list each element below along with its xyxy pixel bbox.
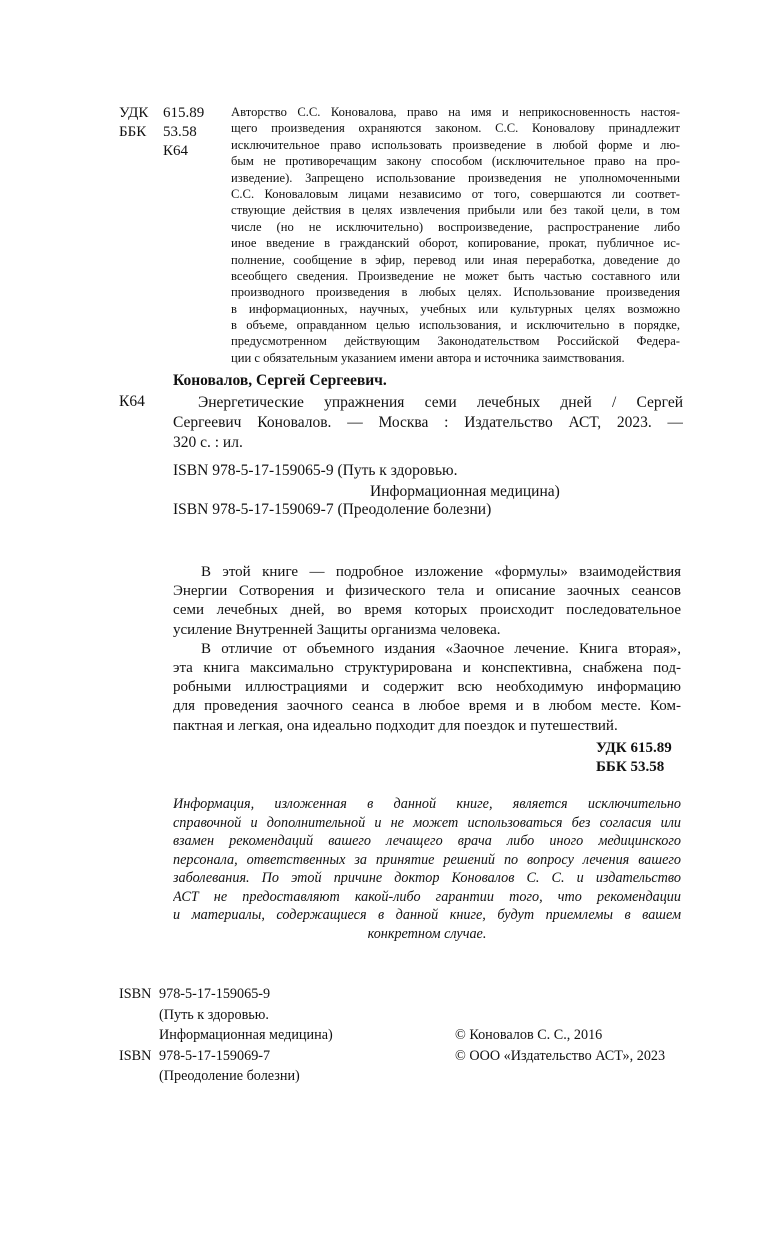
notice-line: в информационных, научных, учебных или культурных целях возможно [231, 301, 680, 316]
imprint-copyright-block [455, 1025, 665, 1066]
classification-block [119, 104, 204, 161]
notice-line: производного произведения в любых целях. Использование произведения [231, 285, 680, 300]
notice-line: ции с обязательным указанием имени автора и источника заимствования. [231, 350, 625, 365]
title-line: Энергетические упражнения семи лечебных дней / Сергей [198, 394, 683, 411]
disclaimer-line: Информация, изложенная в данной книге, является исключительно [173, 796, 681, 812]
imprint-series-2: (Преодоление болезни) [159, 1068, 300, 1084]
copyright-author: © Коновалов С. С., 2016 [455, 1027, 603, 1043]
medical-disclaimer [173, 795, 681, 943]
notice-line: в объеме, оправданном целью использования, и исключительно в порядке, [231, 318, 680, 333]
disclaimer-line: персонала, ответственных за принятие решений по вопросу лечения вашего [173, 851, 681, 868]
notice-line: С.С. Коноваловым лицами независимо от того, совершаются ли соответ- [231, 186, 680, 201]
imprint-isbn-2-row [119, 1046, 333, 1067]
annotation-line: В отличие от объемного издания «Заочное лечение. Книга вторая», [201, 640, 681, 657]
udk-row [119, 104, 204, 123]
udk-value: 615.89 [163, 105, 205, 121]
annotation-line: робными иллюстрациями и содержит всю необходимую информацию [173, 679, 681, 696]
imprint-isbn-block [119, 984, 333, 1087]
record-author: Коновалов, Сергей Сергеевич. [173, 372, 387, 389]
record-author-mark: К64 [119, 393, 145, 410]
imprint-isbn-value: 978-5-17-159069-7 [159, 1047, 271, 1064]
annotation-line: семи лечебных дней, во время которых происходит последовательное [173, 602, 681, 619]
disclaimer-line: заболевания. По этой причине доктор Коновалов С. С. и издательство [173, 870, 681, 886]
copyright-notice [231, 104, 680, 366]
disclaimer-line: АСТ не предоставляют какой-либо гарантии того, что рекомендации [173, 888, 681, 905]
bbk-label: ББК [119, 124, 147, 140]
udk-label: УДК [119, 105, 149, 121]
disclaimer-line: справочной и дополнительной и не может использоваться без согласия или [173, 814, 681, 831]
title-line: Сергеевич Коновалов. — Москва : Издательство АСТ, 2023. — [173, 414, 683, 431]
annotation-line: эта книга максимально структурирована и конспективна, снабжена под- [173, 659, 681, 676]
notice-line: предусмотренном действующим Законодательством Российской Федера- [231, 334, 680, 349]
record-isbn-1: ISBN 978-5-17-159065-9 (Путь к здоровью. [173, 462, 458, 479]
notice-line: изведение). Запрещено использование произведения не уполномоченными [231, 170, 680, 185]
disclaimer-line: взамен рекомендаций вашего лечащего врача либо иного медицинского [173, 833, 681, 849]
notice-line: исключительное право использовать произведение в любой форме и лю- [231, 137, 680, 152]
record-isbn-2: ISBN 978-5-17-159069-7 (Преодоление болезни) [173, 501, 492, 518]
imprint-isbn-label: ISBN [119, 986, 152, 1002]
bbk-value: 53.58 [163, 124, 197, 140]
disclaimer-line: конкретном случае. [367, 925, 487, 942]
annotation-line: В этой книге — подробное изложение «формулы» взаимодействия [201, 564, 681, 580]
notice-line: полнение, сообщение в эфир, перевод или иная переработка, доведение до [231, 252, 680, 267]
annotation-line: для проведения заочного сеанса в любое время и в любом месте. Ком- [173, 698, 681, 715]
notice-line: иное введение в гражданский оборот, копирование, прокат, публичное ис- [231, 236, 680, 251]
author-mark: К64 [163, 143, 189, 159]
imprint-series-1b: Информационная медицина) [159, 1027, 333, 1043]
notice-line: числе (но не исключительно) воспроизведение, распространение либо [231, 219, 680, 234]
record-isbn-1-series: Информационная медицина) [370, 483, 560, 500]
notice-line: ствующие действия в целях извлечения прибыли или без такой цели, в том [231, 203, 680, 218]
notice-line: бым не противоречащим закону способом (исключительное право на про- [231, 154, 680, 169]
annotation [173, 563, 681, 736]
annotation-codes [596, 739, 672, 777]
record-title [173, 393, 683, 453]
bbk-code: ББК 53.58 [596, 759, 665, 775]
notice-line: Авторство С.С. Коновалова, право на имя и неприкосновенность настоя- [231, 105, 680, 119]
notice-line: щего произведения охраняются законом. С.С. Коновалову принадлежит [231, 121, 680, 136]
notice-line: всеобщего сведения. Произведение не может быть частью составного или [231, 268, 680, 283]
annotation-line: пактная и легкая, она идеально подходит для поездок и путешествий. [173, 717, 618, 734]
bbk-row [119, 123, 204, 142]
annotation-line: Энергии Сотворения и физического тела и описание заочных сеансов [173, 583, 681, 600]
author-mark-row [119, 142, 204, 161]
imprint-series-1a: (Путь к здоровью. [159, 1006, 269, 1023]
copyright-publisher: © ООО «Издательство АСТ», 2023 [455, 1047, 666, 1064]
udk-code: УДК 615.89 [596, 740, 672, 756]
title-line: 320 с. : ил. [173, 434, 243, 451]
imprint-isbn-value: 978-5-17-159065-9 [159, 986, 271, 1002]
imprint-isbn-1-row [119, 984, 333, 1005]
annotation-line: усиление Внутренней Защиты организма человека. [173, 621, 501, 638]
disclaimer-line: и материалы, содержащиеся в данной книге, будут приемлемы в вашем [173, 907, 681, 923]
imprint-isbn-label: ISBN [119, 1047, 152, 1064]
